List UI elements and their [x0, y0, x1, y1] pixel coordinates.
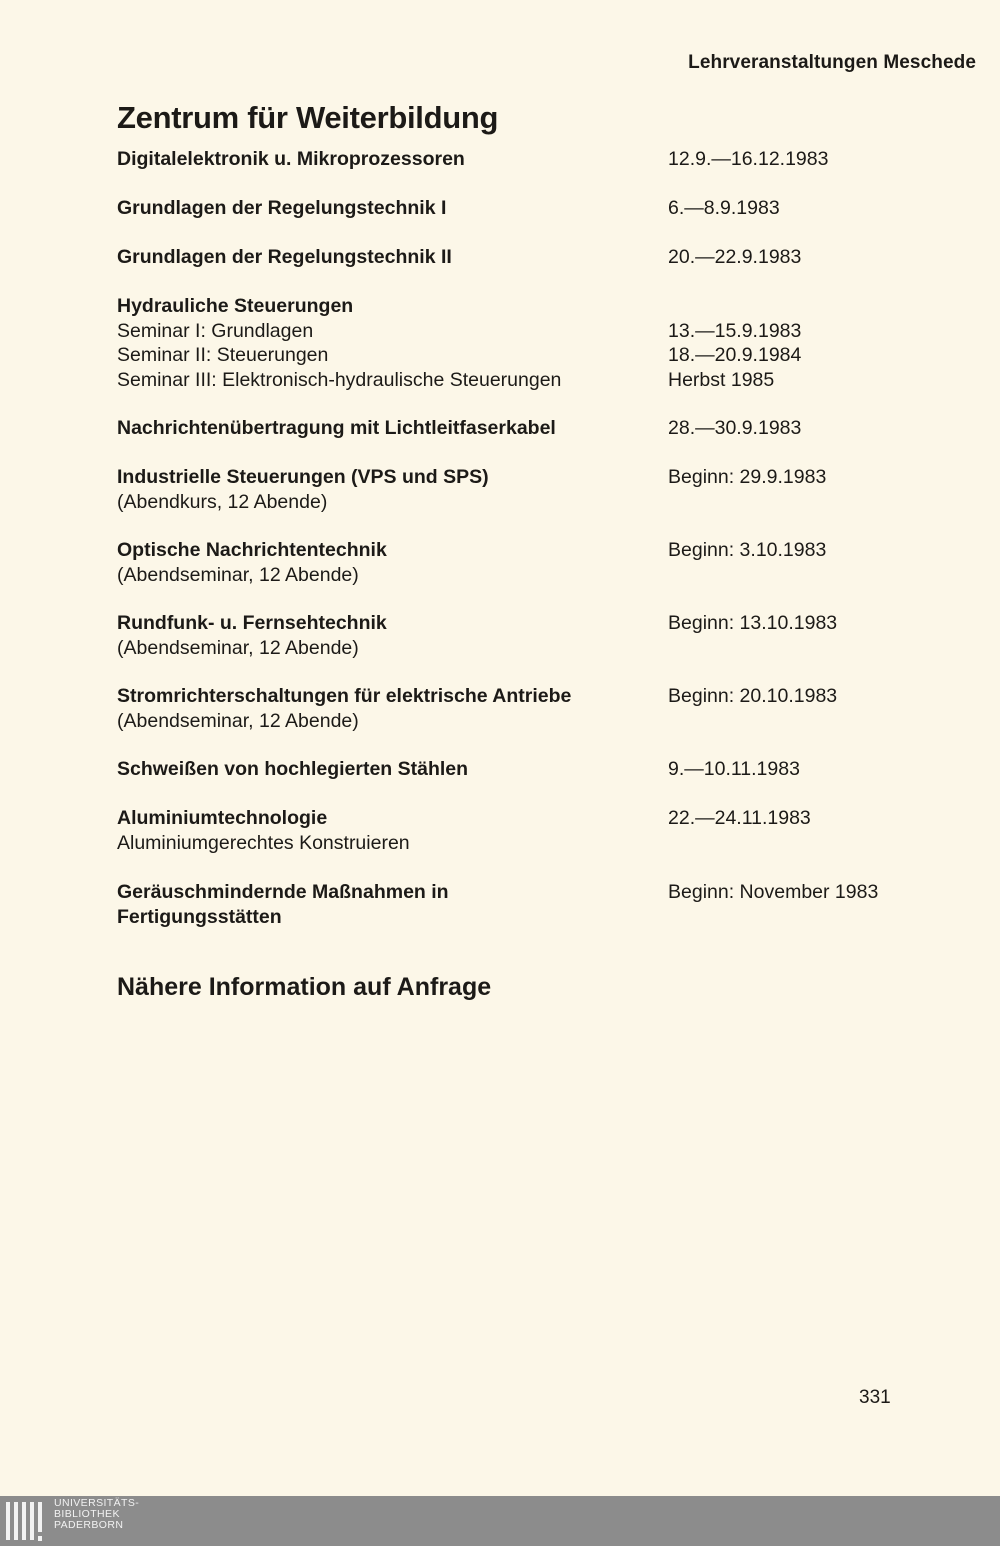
- library-name-line: PADERBORN: [54, 1519, 124, 1531]
- course-note: (Abendkurs, 12 Abende): [117, 490, 328, 513]
- more-information-note: Nähere Information auf Anfrage: [117, 973, 492, 1001]
- course-date: Beginn: 20.10.1983: [668, 685, 838, 707]
- course-date: 9.—10.11.1983: [668, 758, 800, 780]
- course-title: Rundfunk- u. Fernsehtechnik: [117, 612, 387, 634]
- course-title: Aluminiumtechnologie: [117, 807, 328, 829]
- course-date: 20.—22.9.1983: [668, 246, 802, 268]
- library-footer-bar: [0, 1496, 1000, 1546]
- course-date: Beginn: 29.9.1983: [668, 466, 827, 488]
- course-date: 28.—30.9.1983: [668, 417, 802, 439]
- course-date: Beginn: 3.10.1983: [668, 539, 827, 561]
- course-title: Grundlagen der Regelungstechnik I: [117, 197, 447, 219]
- seminar-label: Seminar I: Grundlagen: [117, 319, 314, 342]
- course-title: Grundlagen der Regelungstechnik II: [117, 246, 452, 268]
- course-title: Hydrauliche Steuerungen: [117, 295, 354, 317]
- library-name-line: UNIVERSITÄTS-: [54, 1497, 140, 1509]
- course-date: 12.9.—16.12.1983: [668, 148, 829, 170]
- course-title: Geräuschmindernde Maßnahmen in: [117, 881, 449, 903]
- page-number: 331: [859, 1387, 891, 1408]
- course-title: Nachrichtenübertragung mit Lichtleitfaserkabel: [117, 417, 556, 439]
- course-note: (Abendseminar, 12 Abende): [117, 563, 359, 586]
- course-note: (Abendseminar, 12 Abende): [117, 636, 359, 659]
- seminar-date: 18.—20.9.1984: [668, 344, 802, 366]
- seminar-date: Herbst 1985: [668, 368, 775, 391]
- course-date: 22.—24.11.1983: [668, 807, 811, 829]
- seminar-label: Seminar II: Steuerungen: [117, 344, 329, 366]
- library-logo: [0, 1497, 140, 1544]
- course-note: (Abendseminar, 12 Abende): [117, 709, 359, 732]
- course-title: Schweißen von hochlegierten Stählen: [117, 758, 469, 780]
- course-title: Industrielle Steuerungen (VPS und SPS): [117, 466, 489, 488]
- course-date: Beginn: November 1983: [668, 881, 879, 903]
- course-note: Aluminiumgerechtes Konstruieren: [117, 831, 410, 854]
- course-title: Optische Nachrichtentechnik: [117, 539, 387, 561]
- page-title: Zentrum für Weiterbildung: [117, 100, 499, 135]
- course-date: [668, 294, 928, 319]
- library-name-line: BIBLIOTHEK: [54, 1508, 120, 1520]
- course-date: Beginn: 13.10.1983: [668, 612, 838, 634]
- course-title: Digitalelektronik u. Mikroprozessoren: [117, 148, 465, 170]
- course-date: 6.—8.9.1983: [668, 197, 780, 219]
- seminar-date: 13.—15.9.1983: [668, 319, 802, 342]
- seminar-label: Seminar III: Elektronisch-hydraulische Steuerungen: [117, 368, 562, 391]
- course-title: Stromrichterschaltungen für elektrische Antriebe: [117, 685, 572, 707]
- running-head: Lehrveranstaltungen Meschede: [688, 52, 976, 73]
- library-barcode-icon: [4, 1500, 48, 1544]
- library-name: [54, 1498, 139, 1531]
- course-title-continued: Fertigungsstätten: [117, 905, 282, 928]
